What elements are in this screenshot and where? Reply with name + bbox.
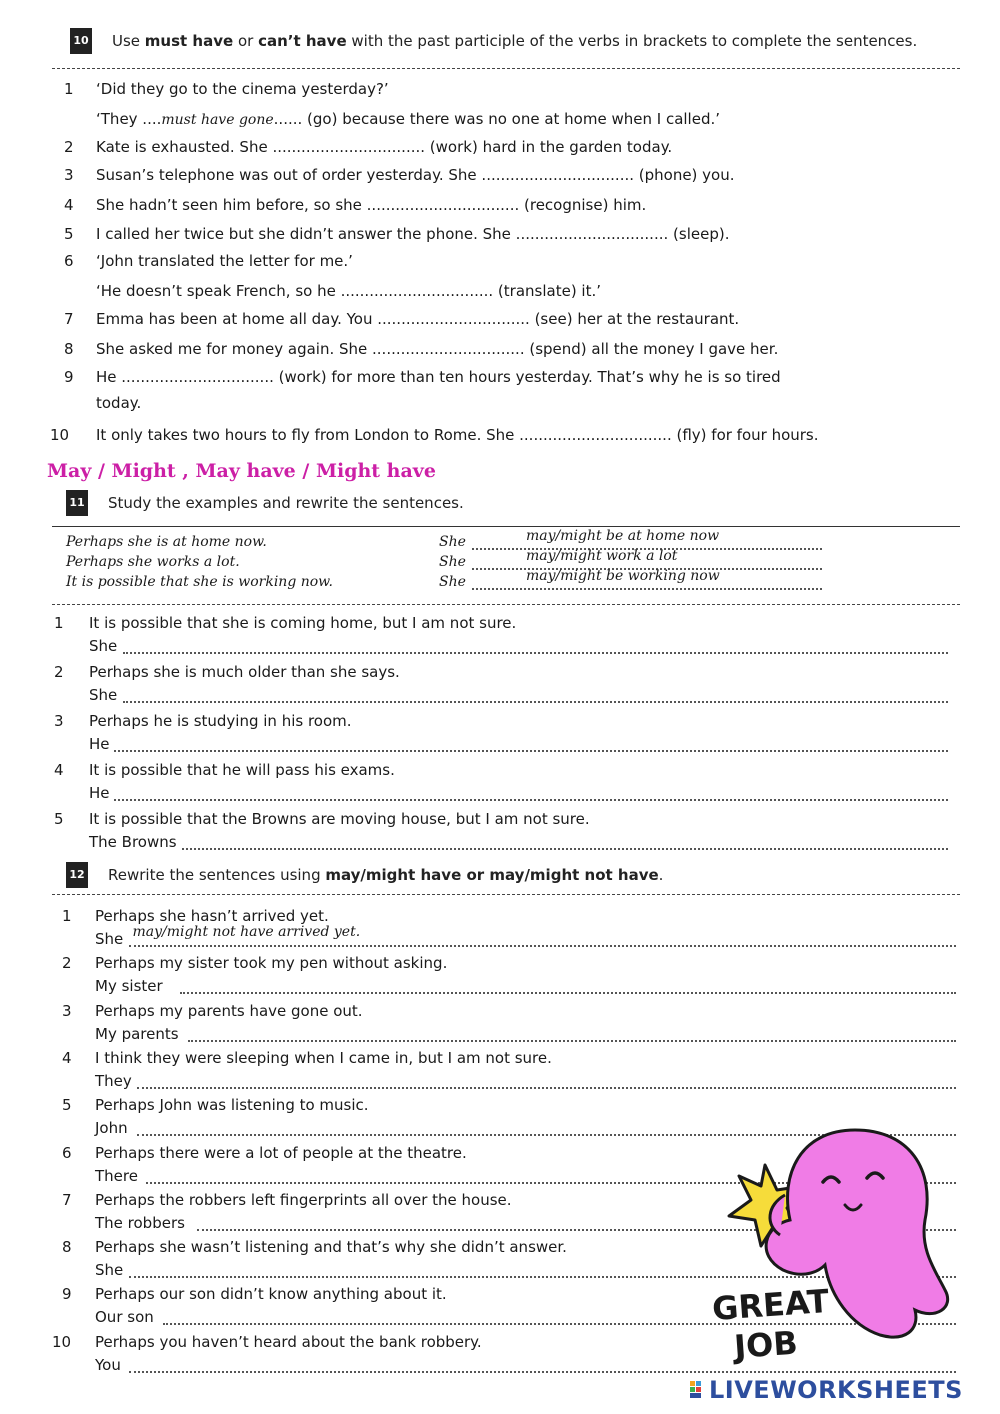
item-number: 9 [64,368,74,386]
exercise-instruction: Rewrite the sentences using may/might have or may/might not have. [108,866,664,884]
answer-subject: The robbers [95,1213,185,1232]
divider [52,68,960,69]
example-prompt: Perhaps she is at home now. [66,534,267,550]
example-subject: She [439,554,466,570]
question-prompt: Perhaps John was listening to music. [95,1096,369,1115]
item-number: 4 [62,1048,72,1067]
great-job-sticker [705,1120,985,1375]
example-answer: may/might work a lot [526,548,678,564]
question-prompt: It is possible that the Browns are moving house, but I am not sure. [89,810,590,828]
item-number: 9 [62,1285,72,1304]
answer-input[interactable] [182,836,948,850]
answer-subject: She [89,686,118,704]
item-number: 3 [62,1001,72,1020]
item-number: 5 [62,1096,72,1115]
question-prompt: Perhaps she hasn’t arrived yet. [95,907,329,925]
item-number: 6 [64,252,74,270]
question-prompt: Perhaps there were a lot of people at the theatre. [95,1143,467,1162]
answer-subject: They [95,1071,132,1090]
question-prompt: I think they were sleeping when I came in, but I am not sure. [95,1048,552,1067]
answer-subject: He [89,735,110,753]
answer-input[interactable] [188,1028,956,1042]
answer-input[interactable] [180,980,957,994]
item-number: 8 [62,1238,72,1257]
answer-subject: There [95,1166,138,1185]
answer-input[interactable] [114,787,948,801]
item-number: 8 [64,340,74,358]
answer-text[interactable]: must have gone [161,112,274,128]
answer-input[interactable] [114,738,948,752]
question-continuation: today. [96,394,142,412]
answer-subject: She [95,1261,124,1280]
example-subject: She [439,574,466,590]
question-prompt: Perhaps she is much older than she says. [89,663,400,681]
example-prompt: Perhaps she works a lot. [66,554,240,570]
question-text[interactable]: ‘He doesn’t speak French, so he ................................ (translate) it.’ [96,282,602,300]
item-number: 4 [54,761,64,779]
item-number: 7 [62,1190,72,1209]
exercise-number: 10 [70,28,92,54]
item-number: 1 [64,80,74,98]
item-number: 5 [64,225,74,243]
section-title: May / Might , May have / Might have [47,460,436,482]
question-text[interactable]: Emma has been at home all day. You ................................ (see) her at the restaurant. [96,310,740,328]
example-box [52,528,960,600]
answer-subject: He [89,784,110,802]
question-text[interactable]: Kate is exhausted. She ................................ (work) hard in the garden today. [96,138,673,156]
example-subject: She [439,534,466,550]
answer-subject: She [89,637,118,655]
brand-logo[interactable] [690,1376,963,1404]
item-number: 2 [54,663,64,681]
exercise-11-header [66,490,464,516]
exercise-number: 11 [66,490,88,516]
item-number: 10 [50,426,70,444]
question-prompt: Perhaps our son didn’t know anything about it. [95,1285,447,1304]
brand-text: LIVEWORKSHEETS [709,1376,963,1404]
example-answer: may/might be working now [526,568,720,584]
question-text[interactable]: I called her twice but she didn’t answer the phone. She ................................ (sleep). [96,225,730,243]
question-prompt: It is possible that she is coming home, but I am not sure. [89,614,517,632]
item-number: 5 [54,810,64,828]
answer-line [96,110,720,128]
answer-subject: She [95,930,124,948]
question-prompt: Perhaps the robbers left fingerprints all over the house. [95,1190,512,1209]
exercise-10-header [70,28,917,54]
example-prompt: It is possible that she is working now. [66,574,333,590]
answer-text: may/might not have arrived yet. [132,924,361,940]
answer-subject: My sister [95,977,163,996]
question-prompt: It is possible that he will pass his exams. [89,761,395,779]
item-number: 3 [54,712,64,730]
question-prompt: Perhaps he is studying in his room. [89,712,352,730]
answer-subject: The Browns [89,833,177,851]
question-prompt: Perhaps my sister took my pen without asking. [95,954,448,973]
question-prompt: Perhaps you haven’t heard about the bank robbery. [95,1332,482,1351]
item-number: 10 [52,1332,72,1351]
question-text[interactable]: He ................................ (work) for more than ten hours yesterday. That’s why he is so tired [96,368,781,386]
item-number: 1 [62,907,72,925]
question-prompt: Perhaps she wasn’t listening and that’s why she didn’t answer. [95,1238,567,1257]
question-prompt: Perhaps my parents have gone out. [95,1001,363,1020]
question-text[interactable]: Susan’s telephone was out of order yesterday. She ................................ (phone) you. [96,166,735,184]
answer-input[interactable] [123,689,949,703]
answer-subject: John [95,1119,128,1138]
question-prompt: ‘John translated the letter for me.’ [96,252,353,270]
liveworksheets-icon [690,1379,706,1401]
item-number: 1 [54,614,64,632]
answer-input[interactable] [137,1075,956,1089]
item-number: 2 [64,138,74,156]
item-number: 3 [64,166,74,184]
divider [52,604,960,605]
sticker-text-job: JOB [732,1323,799,1366]
sticker-text-great: GREAT [710,1281,831,1328]
answer-suffix: ...... (go) because there was no one at home when I called.’ [273,110,721,128]
exercise-12-header [66,862,663,888]
question-text[interactable]: She hadn’t seen him before, so she ................................ (recognise) him. [96,196,647,214]
example-answer: may/might be at home now [526,528,720,544]
answer-subject: You [95,1355,121,1374]
answer-prefix: ‘They .... [96,110,162,128]
divider [52,526,960,527]
item-number: 7 [64,310,74,328]
item-number: 6 [62,1143,72,1162]
question-prompt: ‘Did they go to the cinema yesterday?’ [96,80,389,98]
question-text[interactable]: It only takes two hours to fly from London to Rome. She ................................ (fly) for four hours. [96,426,819,444]
divider [52,894,960,895]
item-number: 4 [64,196,74,214]
exercise-instruction: Study the examples and rewrite the sentences. [108,494,464,512]
answer-subject: My parents [95,1024,179,1043]
exercise-instruction: Use must have or can’t have with the past participle of the verbs in brackets to complete the sentences. [112,32,918,50]
exercise-number: 12 [66,862,88,888]
answer-input[interactable] [123,640,949,654]
question-text[interactable]: She asked me for money again. She ................................ (spend) all the money I gave her. [96,340,779,358]
item-number: 2 [62,954,72,973]
answer-subject: Our son [95,1308,154,1327]
